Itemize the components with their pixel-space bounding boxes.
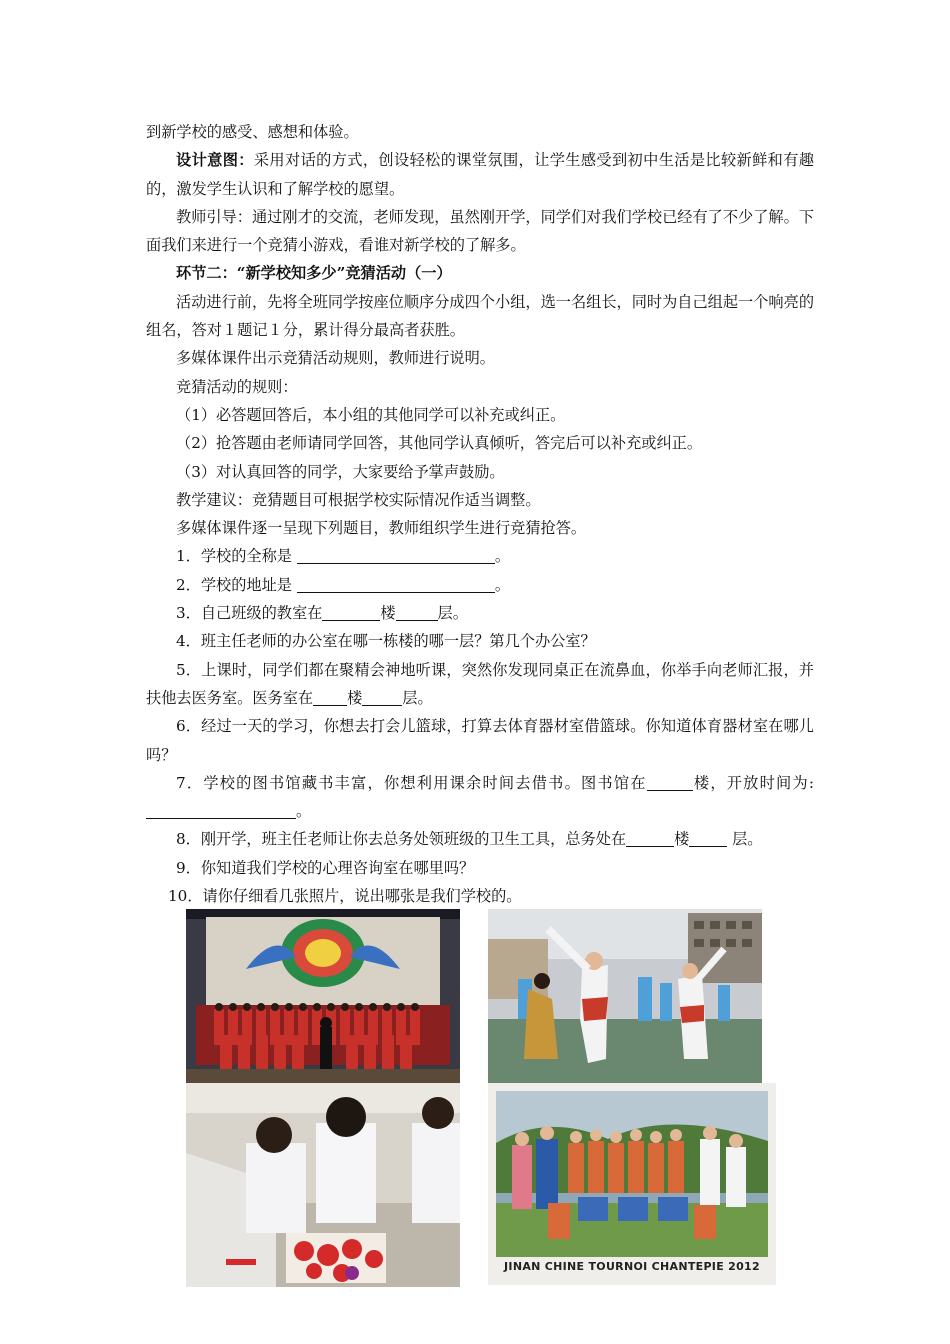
answer-blank [313, 687, 347, 706]
question-4: 4．班主任老师的办公室在哪一栋楼的哪一层？第几个办公室？ [176, 632, 596, 651]
question-7-end: 。 [296, 802, 312, 821]
question-3-level: 层。 [437, 604, 468, 623]
paragraph-1: 到新学校的感受、感想和体验。 [146, 123, 359, 141]
question-5-text: 5．上课时，同学们都在聚精会神地听课，突然你发现同桌正在流鼻血，你举手向老师汇报，并扶他去医务室。医务室在 [146, 660, 814, 707]
photo-choir [186, 909, 460, 1083]
design-intent-label: 设计意图： [176, 151, 254, 170]
answer-blank [297, 574, 495, 593]
rule-2: （2）抢答题由老师请同学回答，其他同学认真倾听，答完后可以补充或纠正。 [176, 434, 703, 453]
answer-blank [689, 828, 727, 847]
activity-intro-paragraph: 活动进行前，先将全班同学按座位顺序分成四个小组，选一名组长，同时为自己组起一个响亮的组名，答对１题记１分，累计得分最高者获胜。 [146, 292, 814, 340]
photo-paper-cutting-class [186, 1083, 460, 1287]
quiz-intro: 多媒体课件逐一呈现下列题目，教师组织学生进行竞猜抢答。 [176, 519, 587, 538]
question-5-floor: 楼 [347, 688, 363, 707]
photo-caption: JINAN CHINE TOURNOI CHANTEPIE 2012 [504, 1260, 760, 1273]
section-heading [146, 259, 814, 287]
question-1 [146, 542, 814, 570]
question-7-text: 7．学校的图书馆藏书丰富，你想利用课余时间去借书。图书馆在 [176, 773, 647, 792]
question-8-text: 8．刚开学，班主任老师让你去总务处领班级的卫生工具，总务处在 [176, 830, 627, 849]
photo-costume-performance [488, 909, 762, 1083]
answer-blank [322, 602, 380, 621]
answer-blank [362, 687, 402, 706]
photo-team-tournament [488, 1083, 776, 1285]
document-body [146, 118, 814, 910]
rules-heading: 竞猜活动的规则： [176, 377, 298, 396]
question-3-floor: 楼 [380, 604, 396, 623]
question-9: 9．你知道我们学校的心理咨询室在哪里吗？ [176, 858, 475, 877]
question-2 [146, 571, 814, 599]
question-6: 6．经过一天的学习，你想去打会儿篮球，打算去体育器材室借篮球。你知道体育器材室在哪儿吗？ [146, 717, 814, 764]
question-1-text: 1．学校的全称是 [176, 547, 297, 566]
answer-blank [146, 800, 296, 819]
teacher-guide-paragraph: 教师引导：通过刚才的交流，老师发现，虽然刚开学，同学们对我们学校已经有了不少了解。下面我们来进行一个竞猜小游戏，看谁对新学校的了解多。 [146, 207, 814, 255]
answer-blank [297, 545, 495, 564]
answer-blank [396, 602, 438, 621]
design-intent-text: 采用对话的方式，创设轻松的课堂氛围，让学生感受到初中生活是比较新鲜和有趣的，激发学生认识和了解学校的愿望。 [146, 151, 815, 198]
answer-blank [647, 772, 693, 791]
question-7 [146, 769, 814, 826]
question-1-end: 。 [494, 547, 510, 566]
question-2-end: 。 [494, 575, 510, 594]
question-5 [146, 656, 814, 713]
rules-intro-paragraph: 多媒体课件出示竞猜活动规则，教师进行说明。 [176, 349, 495, 368]
answer-blank [626, 828, 674, 847]
question-8-floor: 楼 [674, 830, 690, 849]
design-intent-paragraph [146, 146, 814, 203]
question-8-level: 层。 [727, 830, 763, 849]
question-10: 10．请你仔细看几张照片，说出哪张是我们学校的。 [168, 887, 522, 906]
question-3 [146, 599, 814, 627]
question-3-text: 3．自己班级的教室在 [176, 604, 323, 623]
question-2-text: 2．学校的地址是 [176, 575, 297, 594]
rule-3: （3）对认真回答的同学，大家要给予掌声鼓励。 [176, 462, 505, 481]
question-7-hours: 楼，开放时间为: [692, 773, 814, 792]
question-8 [146, 825, 814, 853]
rule-1: （1）必答题回答后，本小组的其他同学可以补充或纠正。 [176, 405, 566, 424]
teaching-suggestion: 教学建议：竞猜题目可根据学校实际情况作适当调整。 [176, 490, 541, 509]
section-heading-text: 环节二：“新学校知多少”竞猜活动（一） [176, 264, 452, 283]
question-5-level: 层。 [402, 688, 433, 707]
